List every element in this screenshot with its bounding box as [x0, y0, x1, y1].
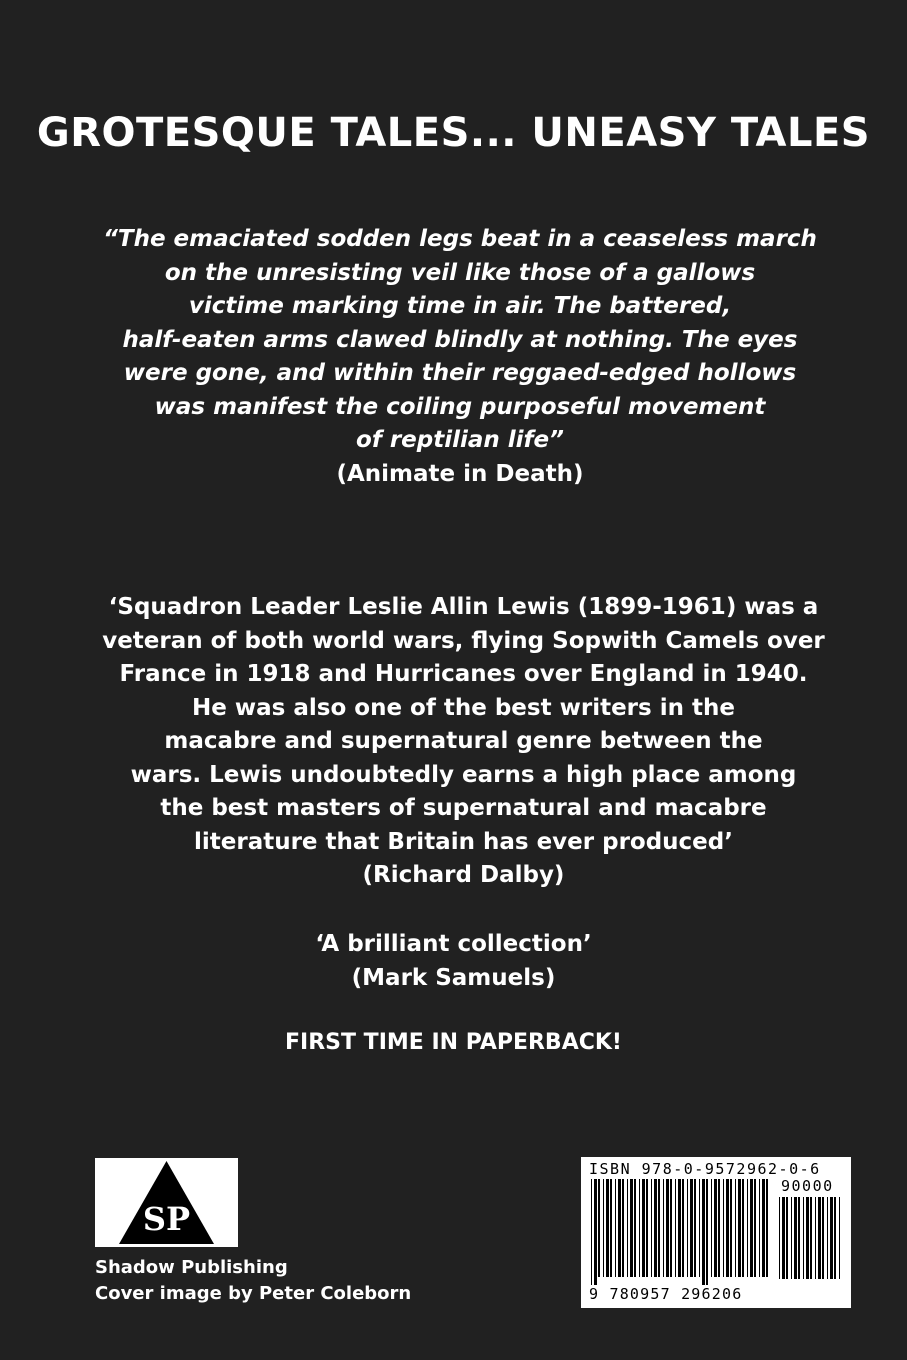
first-time-banner: FIRST TIME IN PAPERBACK! [285, 1030, 622, 1055]
excerpt-source: (Animate in Death) [336, 460, 584, 487]
excerpt-line: on the unresisting veil like those of a gallows [164, 259, 756, 286]
isbn-barcode [581, 1157, 851, 1308]
isbn-text: ISBN 978-0-9572962-0-6 [589, 1160, 821, 1178]
story-excerpt [60, 223, 860, 491]
bio-line: the best masters of supernatural and macabre [160, 795, 767, 821]
bio-line: He was also one of the best writers in the [192, 694, 735, 721]
bio-line: ‘Squadron Leader Leslie Allin Lewis (1899-1961) was a [108, 594, 819, 620]
praise-source: (Mark Samuels) [351, 964, 556, 991]
publisher-logo [95, 1158, 238, 1247]
publisher-name: Shadow Publishing [95, 1257, 288, 1278]
cover-credit: Cover image by Peter Coleborn [95, 1283, 412, 1304]
triangle-logo-icon [95, 1158, 238, 1247]
bio-source: (Richard Dalby) [362, 862, 565, 888]
excerpt-line: victime marking time in air. The battered, [188, 293, 732, 319]
author-bio-quote [40, 591, 887, 893]
barcode-bars-icon [591, 1179, 771, 1285]
excerpt-line: were gone, and within their reggaed-edged hollows [123, 360, 797, 386]
bio-line: macabre and supernatural genre between the [164, 728, 763, 754]
praise-text: ‘A brilliant collection’ [315, 931, 592, 957]
excerpt-line: was manifest the coiling purposeful movement [154, 393, 766, 420]
logo-letters: SP [142, 1200, 191, 1238]
bio-line: veteran of both world wars, flying Sopwith Camels over [102, 627, 825, 654]
bio-line: France in 1918 and Hurricanes over England in 1940. [119, 661, 808, 687]
ean-digits: 9 780957 296206 [589, 1285, 743, 1303]
barcode-addon-bars-icon [779, 1197, 843, 1287]
bio-line: literature that Britain has ever produced’ [194, 828, 733, 855]
back-cover-title: GROTESQUE TALES... UNEASY TALES [36, 110, 871, 156]
praise-quote [0, 928, 907, 995]
excerpt-line: “The emaciated sodden legs beat in a ceaseless march [103, 226, 817, 252]
excerpt-line: half-eaten arms clawed blindly at nothing. The eyes [122, 326, 798, 353]
price-code: 90000 [781, 1177, 834, 1195]
publisher-credits [95, 1255, 411, 1307]
excerpt-line: of reptilian life” [356, 427, 564, 453]
bio-line: wars. Lewis undoubtedly earns a high place among [130, 761, 797, 788]
